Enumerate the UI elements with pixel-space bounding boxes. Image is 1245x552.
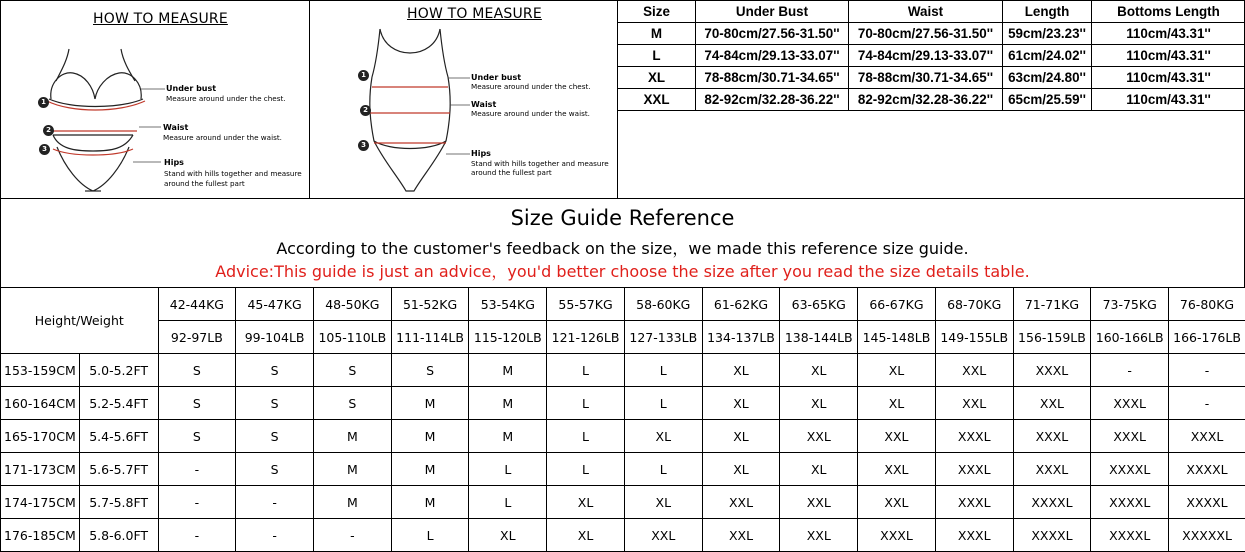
table-row (1, 354, 1245, 387)
step-2-badge: 2 (43, 125, 54, 136)
size-cell: M (313, 453, 391, 486)
lb-header: 166-176LB (1169, 321, 1245, 354)
hips-desc-2: around the fullest part (471, 168, 552, 178)
lb-header: 156-159LB (1013, 321, 1091, 354)
step-3-badge: 3 (358, 140, 369, 151)
bottoms-length-cell: 110cm/43.31'' (1092, 89, 1245, 111)
waist-heading: Waist (163, 123, 188, 132)
table-row (618, 23, 1245, 45)
kg-header-row (1, 288, 1245, 321)
lb-header: 92-97LB (158, 321, 236, 354)
size-cell: XXXL (1169, 420, 1245, 453)
size-cell: XXXL (1013, 453, 1091, 486)
kg-header: 58-60KG (624, 288, 702, 321)
kg-header: 48-50KG (313, 288, 391, 321)
lb-header-row (1, 321, 1245, 354)
size-cell: XXXXL (1013, 486, 1091, 519)
waist-cell: 82-92cm/32.28-36.22'' (849, 89, 1003, 111)
size-cell: M (469, 354, 547, 387)
lb-header: 105-110LB (313, 321, 391, 354)
size-cell: XXXXL (1091, 453, 1169, 486)
lb-header: 145-148LB (858, 321, 936, 354)
size-cell: XXL (702, 519, 780, 552)
bottoms-length-cell: 110cm/43.31'' (1092, 45, 1245, 67)
step-1-badge: 1 (38, 97, 49, 108)
size-cell: XL (624, 486, 702, 519)
length-cell: 63cm/24.80'' (1003, 67, 1092, 89)
size-cell: XXXL (1013, 420, 1091, 453)
how-to-measure-bikini-panel (0, 0, 310, 199)
size-cell: XL (547, 486, 625, 519)
waist-header: Waist (849, 1, 1003, 23)
size-cell: - (158, 453, 236, 486)
size-cell: XXL (780, 486, 858, 519)
kg-header: 66-67KG (858, 288, 936, 321)
table-row (618, 67, 1245, 89)
size-cell: XXL (618, 89, 696, 111)
under-bust-cell: 70-80cm/27.56-31.50'' (696, 23, 849, 45)
kg-header: 42-44KG (158, 288, 236, 321)
size-cell: M (469, 420, 547, 453)
length-header: Length (1003, 1, 1092, 23)
under-bust-header: Under Bust (696, 1, 849, 23)
size-cell: L (547, 387, 625, 420)
kg-header: 68-70KG (935, 288, 1013, 321)
size-cell: XXXXL (1169, 453, 1245, 486)
size-cell: S (236, 354, 314, 387)
under-bust-desc: Measure around under the chest. (471, 82, 591, 92)
size-cell: XXL (858, 486, 936, 519)
size-cell: S (236, 420, 314, 453)
height-weight-label: Height/Weight (1, 288, 159, 354)
height-cm-cell: 176-185CM (1, 519, 80, 552)
bottoms-length-header: Bottoms Length (1092, 1, 1245, 23)
size-cell: XL (624, 420, 702, 453)
size-cell: XL (858, 354, 936, 387)
height-ft-cell: 5.4-5.6FT (79, 420, 158, 453)
kg-header: 51-52KG (391, 288, 469, 321)
size-cell: XL (702, 420, 780, 453)
size-cell: XL (702, 453, 780, 486)
size-cell: S (236, 387, 314, 420)
size-cell: L (624, 387, 702, 420)
size-cell: XXXL (1091, 420, 1169, 453)
lb-header: 115-120LB (469, 321, 547, 354)
hips-heading: Hips (164, 158, 184, 167)
under-bust-cell: 74-84cm/29.13-33.07'' (696, 45, 849, 67)
size-guide-title: Size Guide Reference (0, 206, 1245, 230)
step-2-badge: 2 (360, 105, 371, 116)
bottoms-length-cell: 110cm/43.31'' (1092, 67, 1245, 89)
hips-desc: Stand with hills together and measure (164, 169, 302, 179)
size-cell: XL (618, 67, 696, 89)
size-cell: XL (702, 387, 780, 420)
size-header: Size (618, 1, 696, 23)
size-cell: S (391, 354, 469, 387)
size-cell: XXXL (1091, 387, 1169, 420)
kg-header: 53-54KG (469, 288, 547, 321)
how-to-measure-onepiece-panel (309, 0, 618, 199)
table-row (1, 420, 1245, 453)
size-cell: L (469, 453, 547, 486)
length-cell: 65cm/25.59'' (1003, 89, 1092, 111)
height-ft-cell: 5.8-6.0FT (79, 519, 158, 552)
size-cell: XXXXL (1091, 519, 1169, 552)
size-cell: L (547, 354, 625, 387)
size-cell: - (158, 486, 236, 519)
waist-cell: 74-84cm/29.13-33.07'' (849, 45, 1003, 67)
size-cell: M (469, 387, 547, 420)
hips-desc: Stand with hills together and measure (471, 159, 609, 169)
size-guide-advice: Advice:This guide is just an advice，you'd better choose the size after you read the size details table. (0, 259, 1245, 282)
size-cell: XXXL (935, 420, 1013, 453)
lb-header: 111-114LB (391, 321, 469, 354)
size-cell: - (313, 519, 391, 552)
size-guide-subtitle: According to the customer's feedback on the size，we made this reference size guide. (0, 236, 1245, 259)
waist-desc: Measure around under the waist. (163, 133, 282, 143)
size-cell: M (391, 486, 469, 519)
size-cell: XL (469, 519, 547, 552)
size-cell: XXXL (935, 519, 1013, 552)
under-bust-heading: Under bust (471, 73, 521, 82)
kg-header: 71-71KG (1013, 288, 1091, 321)
length-cell: 61cm/24.02'' (1003, 45, 1092, 67)
lb-header: 134-137LB (702, 321, 780, 354)
size-cell: S (236, 453, 314, 486)
size-cell: XXL (624, 519, 702, 552)
kg-header: 76-80KG (1169, 288, 1245, 321)
step-1-badge: 1 (358, 70, 369, 81)
lb-header: 127-133LB (624, 321, 702, 354)
kg-header: 73-75KG (1091, 288, 1169, 321)
height-weight-table (0, 287, 1245, 552)
size-cell: L (618, 45, 696, 67)
size-cell: S (158, 354, 236, 387)
size-cell: XXL (858, 453, 936, 486)
size-cell: - (1169, 387, 1245, 420)
size-cell: XL (547, 519, 625, 552)
lb-header: 121-126LB (547, 321, 625, 354)
under-bust-cell: 78-88cm/30.71-34.65'' (696, 67, 849, 89)
size-cell: XL (780, 387, 858, 420)
height-cm-cell: 160-164CM (1, 387, 80, 420)
size-cell: XL (780, 354, 858, 387)
size-cell: M (618, 23, 696, 45)
size-cell: XXXL (935, 486, 1013, 519)
table-row (618, 45, 1245, 67)
size-cell: S (158, 387, 236, 420)
kg-header: 63-65KG (780, 288, 858, 321)
size-cell: XXXL (858, 519, 936, 552)
table-row (1, 453, 1245, 486)
step-3-badge: 3 (39, 144, 50, 155)
height-cm-cell: 165-170CM (1, 420, 80, 453)
lb-header: 99-104LB (236, 321, 314, 354)
size-cell: XXXXXL (1169, 519, 1245, 552)
size-cell: S (313, 387, 391, 420)
height-ft-cell: 5.7-5.8FT (79, 486, 158, 519)
table-row (618, 89, 1245, 111)
size-cell: - (1169, 354, 1245, 387)
size-cell: - (236, 486, 314, 519)
height-ft-cell: 5.6-5.7FT (79, 453, 158, 486)
size-cell: XXXL (1013, 354, 1091, 387)
size-cell: - (158, 519, 236, 552)
kg-header: 61-62KG (702, 288, 780, 321)
size-cell: XL (858, 387, 936, 420)
size-cell: L (469, 486, 547, 519)
kg-header: 55-57KG (547, 288, 625, 321)
waist-cell: 70-80cm/27.56-31.50'' (849, 23, 1003, 45)
size-cell: XXL (935, 354, 1013, 387)
size-cell: XXL (1013, 387, 1091, 420)
under-bust-cell: 82-92cm/32.28-36.22'' (696, 89, 849, 111)
size-cell: XL (780, 453, 858, 486)
size-cell: M (391, 453, 469, 486)
size-cell: XXXXL (1091, 486, 1169, 519)
length-cell: 59cm/23.23'' (1003, 23, 1092, 45)
waist-heading: Waist (471, 100, 496, 109)
size-cell: - (1091, 354, 1169, 387)
height-ft-cell: 5.0-5.2FT (79, 354, 158, 387)
size-cell: XXXXL (1169, 486, 1245, 519)
size-cell: L (391, 519, 469, 552)
waist-desc: Measure around under the waist. (471, 109, 590, 119)
size-cell: L (624, 354, 702, 387)
size-cell: M (391, 420, 469, 453)
size-cell: S (158, 420, 236, 453)
size-cell: XXL (780, 519, 858, 552)
lb-header: 149-155LB (935, 321, 1013, 354)
size-cell: XXXXL (1013, 519, 1091, 552)
size-cell: XXL (858, 420, 936, 453)
size-cell: L (547, 453, 625, 486)
kg-header: 45-47KG (236, 288, 314, 321)
size-cell: M (391, 387, 469, 420)
how-to-measure-title: HOW TO MEASURE (407, 6, 542, 22)
size-cell: XL (702, 354, 780, 387)
lb-header: 138-144LB (780, 321, 858, 354)
table-row (1, 519, 1245, 552)
height-cm-cell: 171-173CM (1, 453, 80, 486)
size-cell: - (236, 519, 314, 552)
under-bust-heading: Under bust (166, 84, 216, 93)
size-cell: M (313, 420, 391, 453)
height-ft-cell: 5.2-5.4FT (79, 387, 158, 420)
height-cm-cell: 174-175CM (1, 486, 80, 519)
size-cell: L (547, 420, 625, 453)
size-cell: S (313, 354, 391, 387)
table-row (1, 387, 1245, 420)
lb-header: 160-166LB (1091, 321, 1169, 354)
size-cell: L (624, 453, 702, 486)
size-cell: XXL (780, 420, 858, 453)
how-to-measure-title: HOW TO MEASURE (93, 11, 228, 27)
size-cell: XXL (935, 387, 1013, 420)
size-cell: M (313, 486, 391, 519)
bottoms-length-cell: 110cm/43.31'' (1092, 23, 1245, 45)
hips-heading: Hips (471, 149, 491, 158)
swimsuit-illustration (310, 1, 618, 199)
size-table (617, 0, 1245, 111)
waist-cell: 78-88cm/30.71-34.65'' (849, 67, 1003, 89)
size-cell: XXL (702, 486, 780, 519)
size-cell: XXXL (935, 453, 1013, 486)
table-row (1, 486, 1245, 519)
under-bust-desc: Measure around under the chest. (166, 94, 286, 104)
hips-desc-2: around the fullest part (164, 179, 245, 189)
height-cm-cell: 153-159CM (1, 354, 80, 387)
